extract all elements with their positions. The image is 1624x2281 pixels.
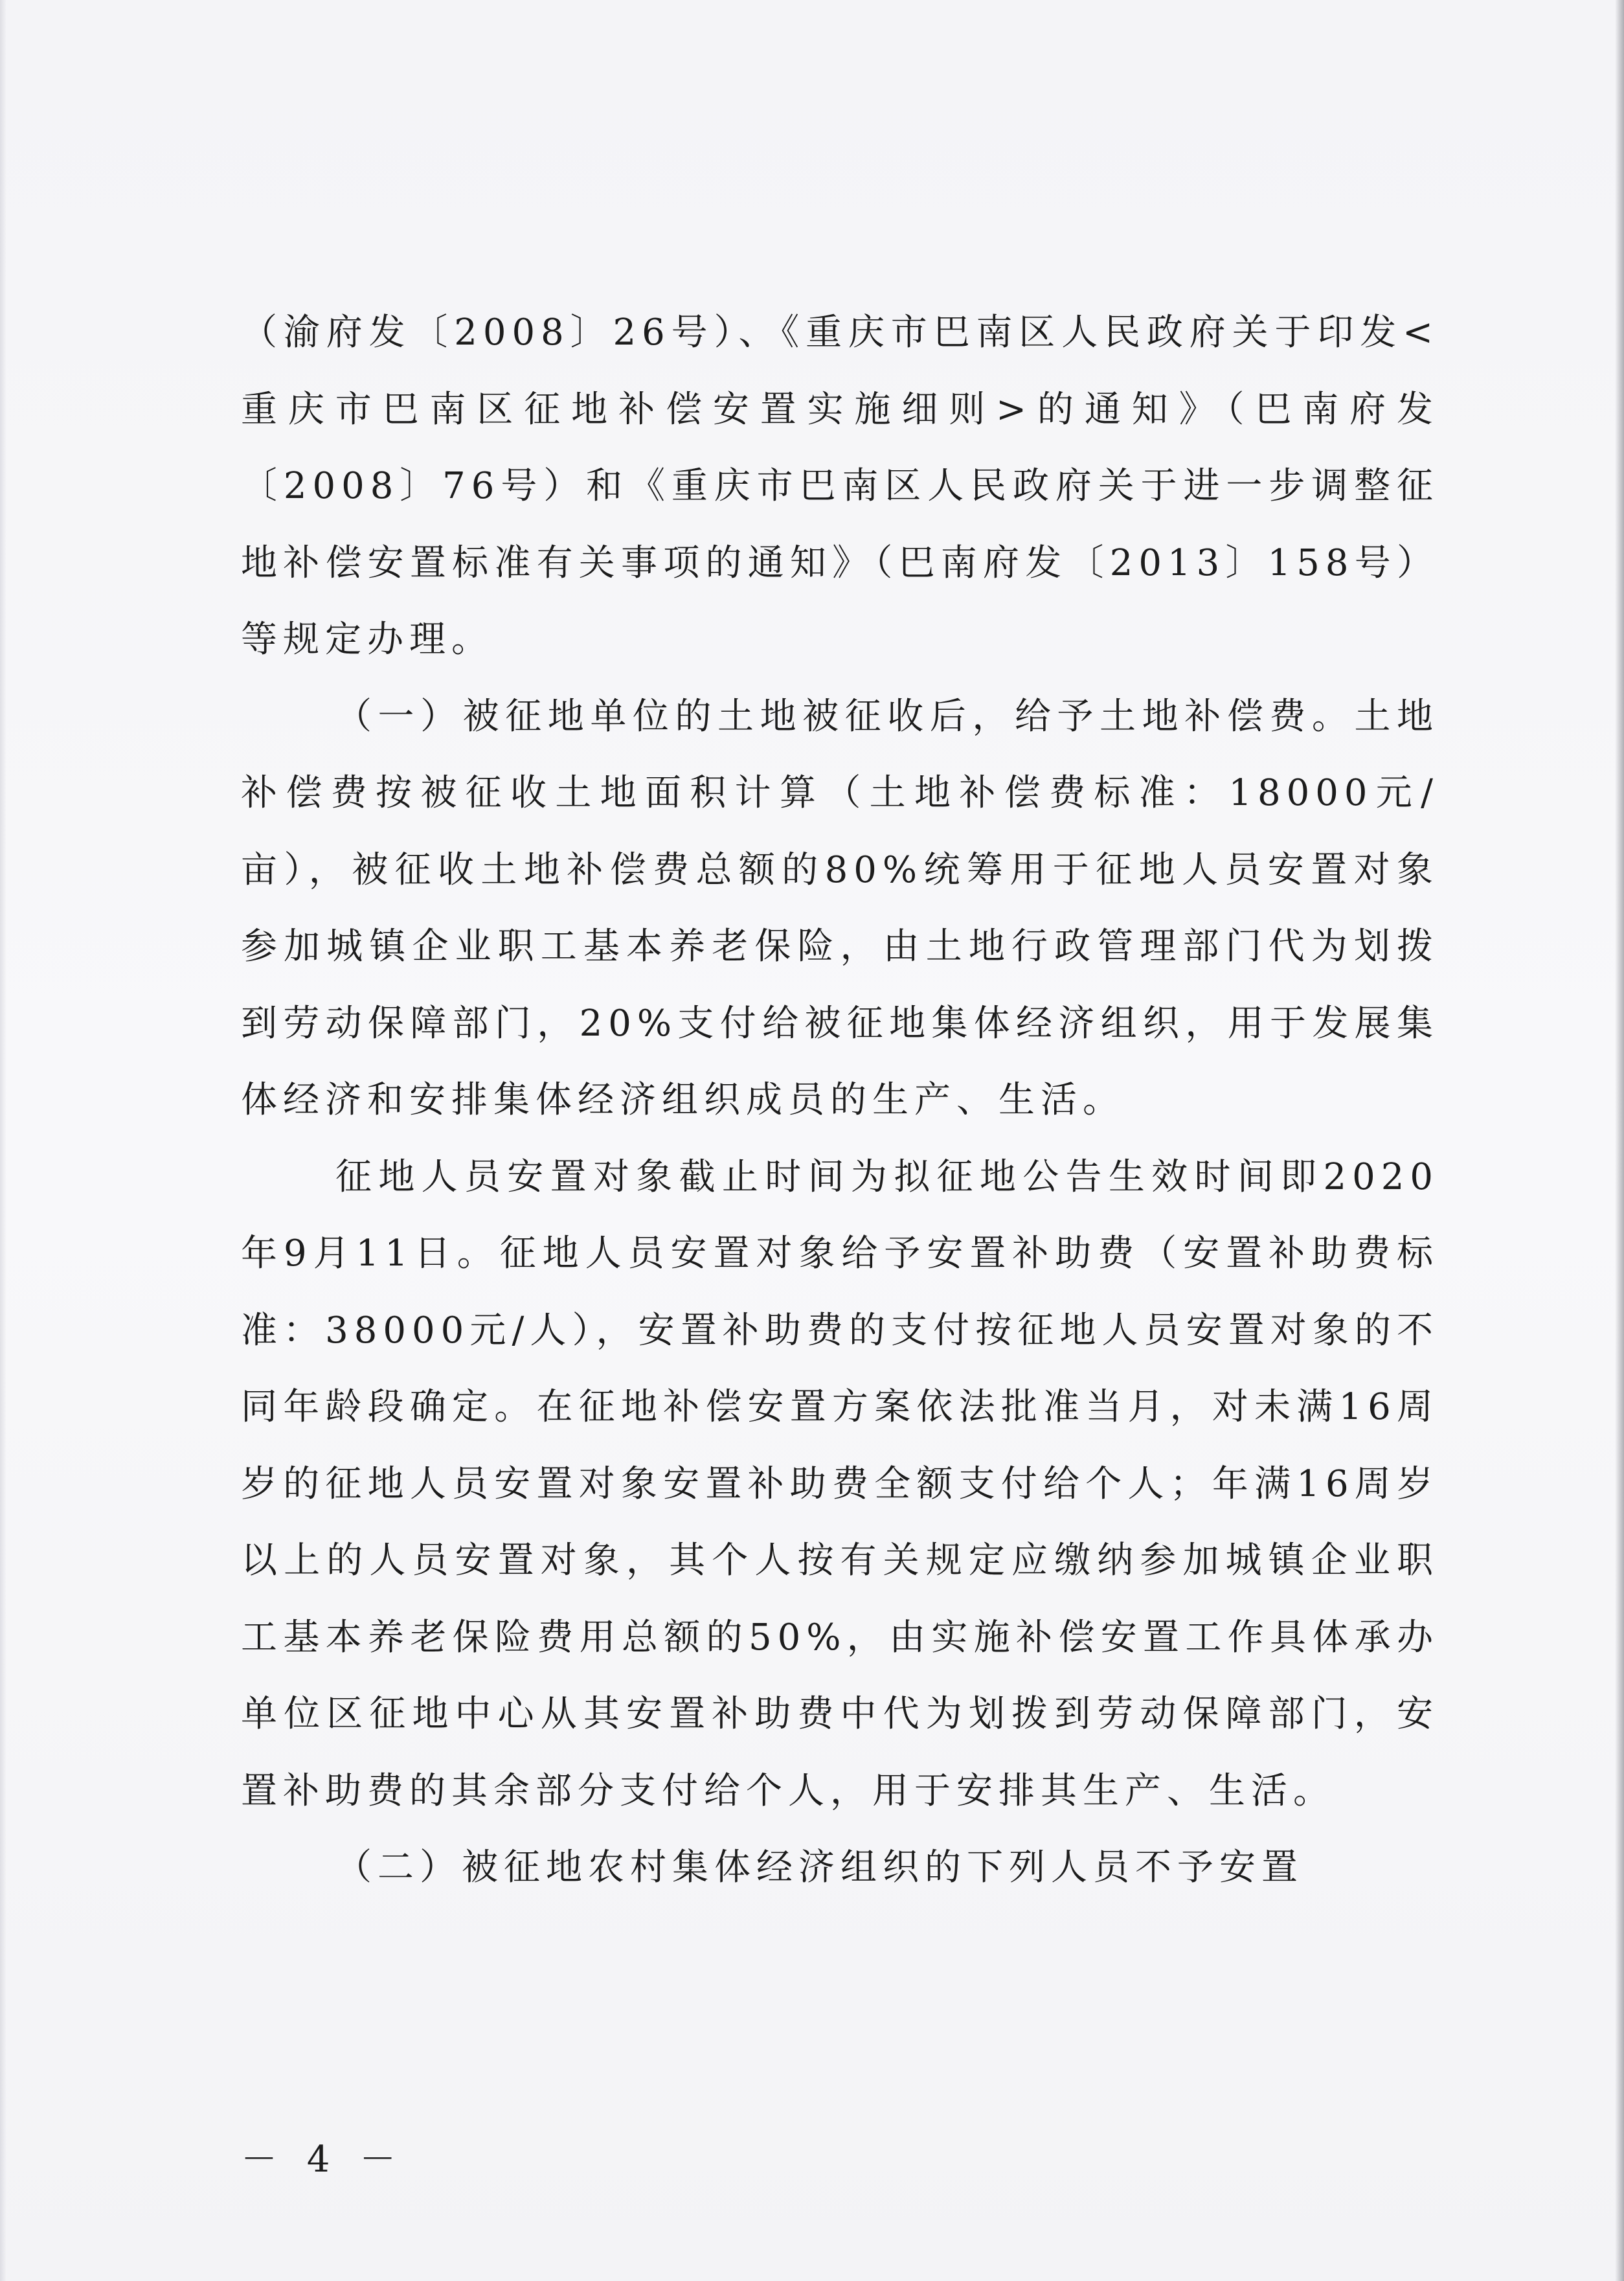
scan-edge-left (0, 0, 6, 2281)
scan-edge-right (1615, 0, 1624, 2281)
paragraph-item-2: （二）被征地农村集体经济组织的下列人员不予安置 (335, 1846, 1303, 1889)
paragraph-continuation: （渝府发〔2008〕26号）、《重庆市巴南区人民政府关于印发<重庆市巴南区征地补偿安置实施细则>的通知》（巴南府发〔2008〕76号）和《重庆市巴南区人民政府关于进一步调整征地补偿安置标准有关事项的通知》（巴南府发〔2013〕158号）等规定办理。 (241, 312, 1439, 661)
paragraph-resettlement: 征地人员安置对象截止时间为拟征地公告生效时间即2020年9月11日。征地人员安置对象给予安置补助费（安置补助费标准：38000元/人），安置补助费的支付按征地人员安置对象的不同年龄段确定。在征地补偿安置方案依法批准当月，对未满16周岁的征地人员安置对象安置补助费全额支付给个人；年满16周岁以上的人员安置对象，其个人按有关规定应缴纳参加城镇企业职工基本养老保险费用总额的50%，由实施补偿安置工作具体承办单位区征地中心从其安置补助费中代为划拨到劳动保障部门，安置补助费的其余部分支付给个人，用于安排其生产、生活。 (241, 1155, 1439, 1812)
paragraph-item-1: （一）被征地单位的土地被征收后，给予土地补偿费。土地补偿费按被征收土地面积计算（土地补偿费标准：18000元/亩），被征收土地补偿费总额的80%统筹用于征地人员安置对象参加城镇企业职工基本养老保险，由土地行政管理部门代为划拨到劳动保障部门，20%支付给被征地集体经济组织，用于发展集体经济和安排集体经济组织成员的生产、生活。 (241, 695, 1439, 1121)
document-body (241, 295, 1439, 1907)
page-number: － 4 － (241, 2139, 405, 2181)
